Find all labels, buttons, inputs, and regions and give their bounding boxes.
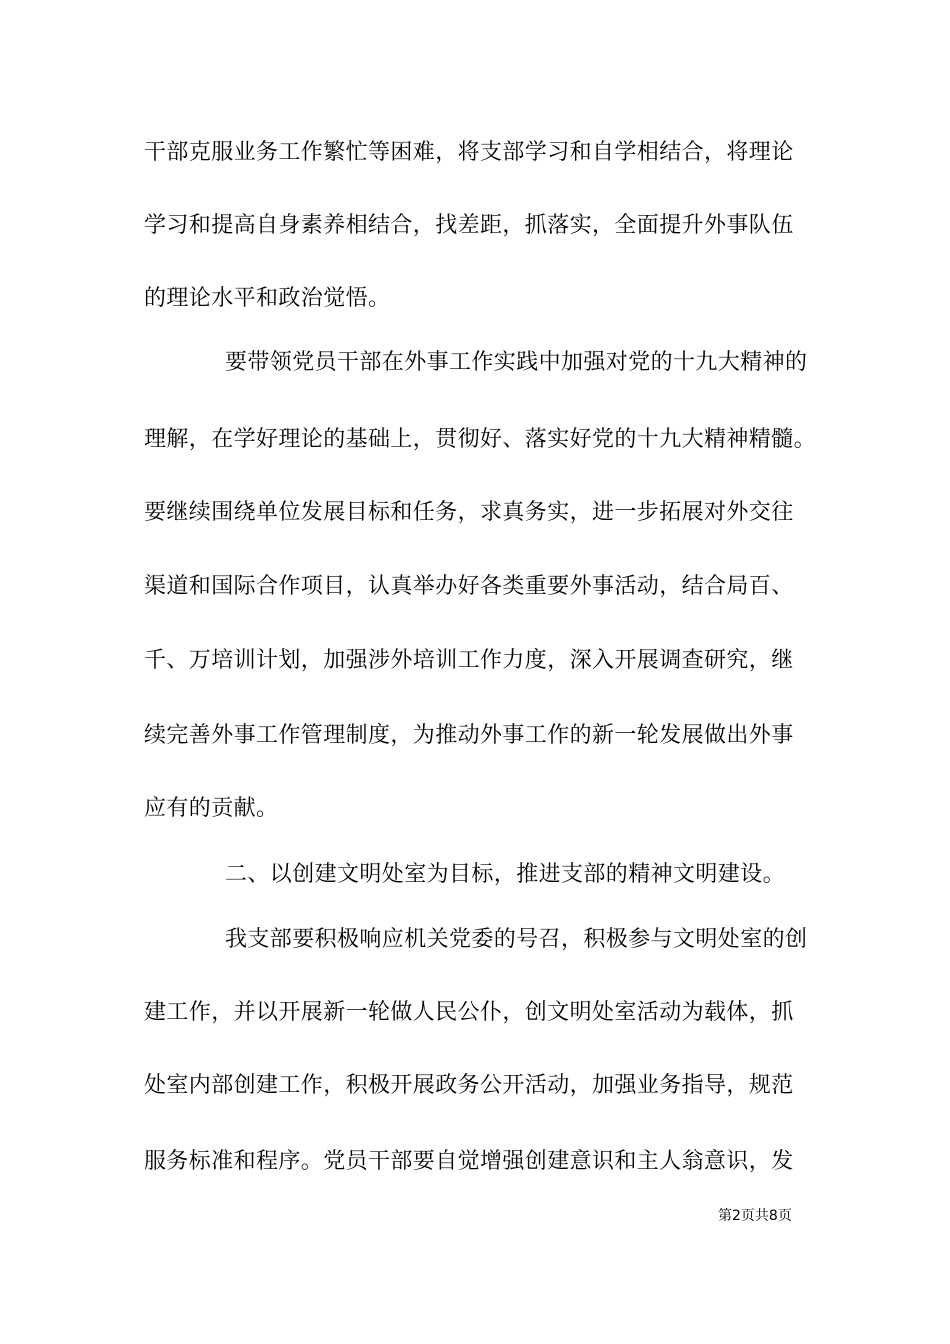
text-line: 的理论水平和政治觉悟。 — [144, 286, 391, 311]
text-line: 渠道和国际合作项目，认真举办好各类重要外事活动，结合局百、 — [144, 574, 794, 599]
paragraph-start-line: 要带领党员干部在外事工作实践中加强对党的十九大精神的 — [225, 350, 808, 375]
text-line: 处室内部创建工作，积极开展政务公开活动，加强业务指导，规范 — [144, 1073, 794, 1098]
section-heading: 二、以创建文明处室为目标，推进支部的精神文明建设。 — [225, 862, 786, 887]
paragraph-start-line: 我支部要积极响应机关党委的号召，积极参与文明处室的创 — [225, 927, 808, 952]
text-line: 续完善外事工作管理制度，为推动外事工作的新一轮发展做出外事 — [144, 723, 794, 748]
page-number: 第2页共8页 — [718, 1208, 792, 1224]
text-line: 服务标准和程序。党员干部要自觉增强创建意识和主人翁意识，发 — [144, 1149, 794, 1174]
text-line: 干部克服业务工作繁忙等困难，将支部学习和自学相结合，将理论 — [144, 140, 794, 165]
text-line: 应有的贡献。 — [144, 796, 279, 821]
text-line: 建工作，并以开展新一轮做人民公仆，创文明处室活动为载体，抓 — [144, 1000, 794, 1025]
text-line: 理解，在学好理论的基础上，贯彻好、落实好党的十九大精神精髓。 — [144, 427, 817, 452]
text-line: 千、万培训计划，加强涉外培训工作力度，深入开展调查研究，继 — [144, 648, 794, 673]
text-line: 要继续围绕单位发展目标和任务，求真务实，进一步拓展对外交往 — [144, 500, 794, 525]
text-line: 学习和提高自身素养相结合，找差距，抓落实，全面提升外事队伍 — [144, 213, 794, 238]
